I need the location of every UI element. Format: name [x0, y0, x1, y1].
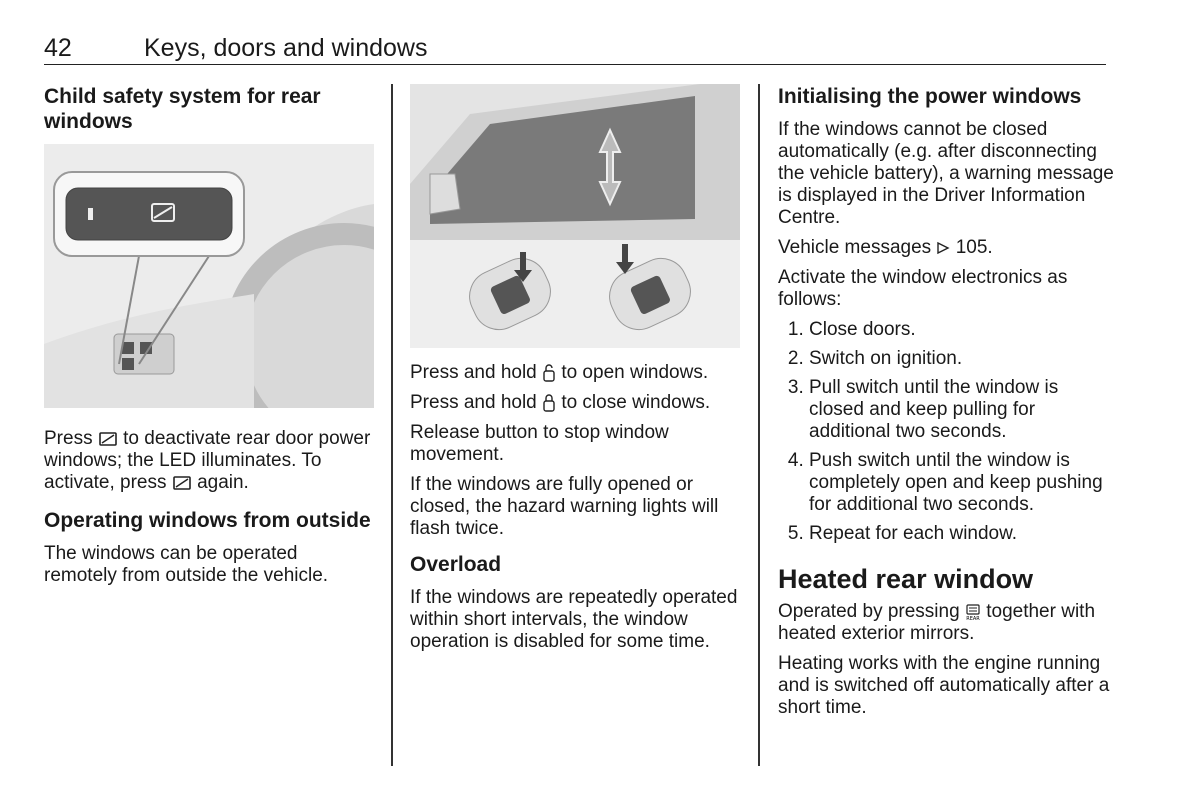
- section-heading-heated-rear-window: Heated rear window: [778, 564, 1034, 594]
- paragraph-overload: If the windows are repeatedly operated within short intervals, the window operation is disabled for some time.: [410, 587, 738, 652]
- paragraph-heated-operation: Operated by pressing REAR together with heated exterior mirrors.: [778, 601, 1096, 644]
- section-heading-overload: Overload: [410, 553, 502, 576]
- paragraph-heating-works: Heating works with the engine running and is switched off automatically after a short time.: [778, 653, 1110, 718]
- column-2: [410, 84, 742, 661]
- unlock-button-icon: [542, 363, 556, 383]
- figure-window-remote: [410, 84, 740, 348]
- column-divider: [758, 84, 760, 766]
- list-item: 2. Switch on ignition.: [809, 348, 1118, 370]
- paragraph-vehicle-messages: Vehicle messages 105.: [778, 237, 993, 258]
- paragraph-init-intro: If the windows cannot be closed automatically (e.g. after disconnecting the vehicle battery), a warning message is displayed in the Driver Information Centre.: [778, 119, 1114, 228]
- paragraph-release: Release button to stop window movement.: [410, 422, 669, 465]
- section-heading-child-safety: Child safety system for rear windows: [44, 85, 321, 133]
- page-reference-arrow-icon: [936, 241, 950, 255]
- page-header: [44, 34, 1106, 65]
- child-lock-window-icon: [98, 431, 118, 447]
- section-heading-outside: Operating windows from outside: [44, 509, 371, 532]
- lock-button-icon: [542, 393, 556, 413]
- figure-child-safety-switch: [44, 144, 374, 408]
- rear-window-heater-icon: [965, 603, 981, 621]
- column-1: [44, 84, 374, 595]
- list-item: 5. Repeat for each window.: [809, 523, 1118, 545]
- column-3: [778, 84, 1118, 727]
- section-heading-initialising: Initialising the power windows: [778, 85, 1082, 108]
- paragraph-child-safety: Press to deactivate rear door power windows; the LED illuminates. To activate, press again.: [44, 428, 371, 493]
- column-divider: [391, 84, 393, 766]
- list-item: 1. Close doors.: [809, 319, 1118, 341]
- child-lock-window-icon: [172, 475, 192, 491]
- page-number: 42: [44, 34, 72, 62]
- paragraph-hazard: If the windows are fully opened or closed, the hazard warning lights will flash twice.: [410, 474, 719, 539]
- svg-text:REAR: REAR: [966, 615, 980, 621]
- page-title: Keys, doors and windows: [144, 34, 428, 62]
- steps-list: [778, 319, 1118, 545]
- list-item: 4. Push switch until the window is completely open and keep pushing for additional two seconds.: [809, 450, 1118, 516]
- paragraph-activate: Activate the window electronics as follows:: [778, 267, 1068, 310]
- paragraph-open-windows: Press and hold to open windows.: [410, 362, 709, 383]
- paragraph-outside: The windows can be operated remotely from outside the vehicle.: [44, 543, 329, 586]
- paragraph-close-windows: Press and hold to close windows.: [410, 392, 711, 413]
- list-item: 3. Pull switch until the window is closed and keep pulling for additional two seconds.: [809, 377, 1118, 443]
